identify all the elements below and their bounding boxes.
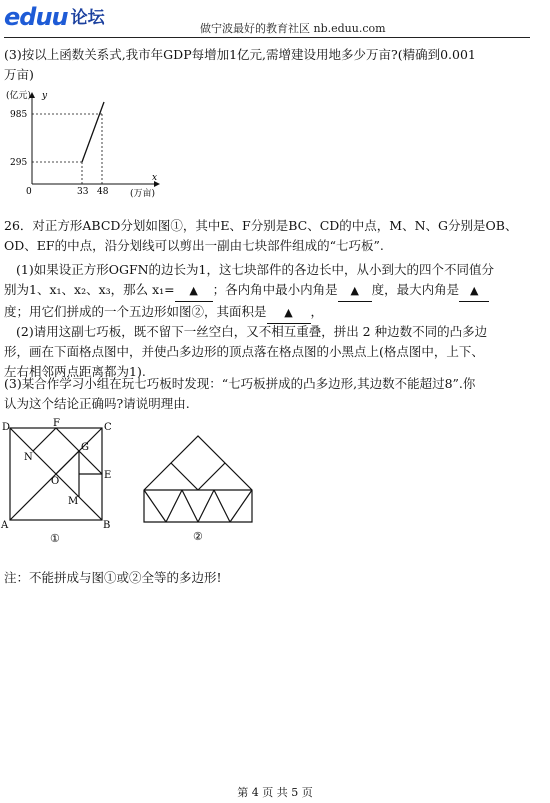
site-logo [4, 4, 105, 30]
label-G: G [81, 442, 89, 453]
q26-part1 [4, 260, 524, 324]
label-N: N [24, 452, 33, 463]
roof-inner-right [198, 463, 225, 490]
base-slant-2 [166, 490, 182, 522]
label-B: B [103, 520, 111, 531]
q26-p2-line-2: 形，画在下面格点图中，并使凸多边形的顶点落在格点图的小黑点上(格点图中，上下、 [4, 344, 484, 359]
y-tick-985: 985 [10, 110, 28, 120]
header-tagline: 做宁波最好的教育社区 nb.eduu.com [200, 22, 386, 35]
q26-intro-line-1: 26．对正方形ABCD分划如图①，其中E、F分别是BC、CD的中点，M、N、G分别是OB、 [4, 218, 518, 233]
x-unit-label: (万亩) [130, 189, 156, 199]
base-slant-5 [214, 490, 230, 522]
x-axis-label: x [152, 173, 158, 183]
segment-go [56, 451, 79, 474]
blank-max-angle: ▲ [459, 281, 489, 302]
segment-nf [33, 428, 56, 451]
q26-intro-line-2: OD、EF的中点，沿分划线可以剪出一副由七块部件组成的“七巧板”. [4, 238, 384, 253]
page-footer: 第 4 页 共 5 页 [237, 786, 313, 799]
q3-line-2: 万亩) [4, 67, 34, 82]
label-O: O [51, 476, 60, 487]
roof-inner-left [171, 463, 198, 490]
label-A: A [1, 520, 9, 531]
q26-p3-line-2: 认为这个结论正确吗?请说明理由. [4, 396, 190, 411]
label-M: M [68, 496, 79, 507]
label-E: E [104, 470, 112, 481]
label-D: D [2, 422, 11, 433]
y-axis-label: y [42, 91, 48, 101]
header-rule [4, 37, 530, 38]
pentagon-outline [144, 436, 252, 522]
half-diagonal-db [10, 428, 79, 497]
q26-p2-line-3: 左右相邻两点距离都为1). [4, 364, 146, 379]
q26-p3-line-1: (3)某合作学习小组在玩七巧板时发现：“七巧板拼成的凸多边形,其边数不能超过8”.你 [4, 376, 476, 391]
figure-2-tangram-pentagon [138, 432, 262, 544]
figure-2-caption: ② [193, 530, 203, 543]
q3-line-1: (3)按以上函数关系式,我市年GDP每增加1亿元,需增建设用地多少万亩?(精确到0.001 [4, 47, 476, 62]
q26-p1-line-2: 别为1、x₁、x₂、x₃，那么 x₁= ▲ ；各内角中最小内角是 ▲ 度，最大内角是 ▲ [4, 280, 524, 302]
base-slant-4 [198, 490, 214, 522]
y-unit-label: (亿元) [6, 91, 32, 101]
label-F: F [53, 418, 60, 429]
blank-area: ▲ [267, 303, 311, 324]
gdp-land-graph [4, 88, 164, 200]
base-slant-3 [182, 490, 198, 522]
q26-part2 [4, 322, 524, 382]
y-tick-295: 295 [10, 158, 28, 168]
segment-mb [79, 497, 102, 520]
function-segment [82, 102, 104, 162]
q26-intro [4, 216, 524, 256]
q26-p1-line-1: (1)如果设正方形OGFN的边长为1，这七块部件的各边长中，从小到大的四个不同值分 [16, 262, 495, 277]
base-slant-1 [144, 490, 166, 522]
figure-1-tangram-square [0, 418, 130, 548]
base-slant-6 [230, 490, 252, 522]
blank-x1: ▲ [175, 281, 213, 302]
x-tick-33: 33 [77, 187, 89, 197]
x-tick-48: 48 [97, 187, 109, 197]
blank-min-angle: ▲ [338, 281, 372, 302]
q26-p1-line-3: 度；用它们拼成的一个五边形如图②，其面积是 ▲ ， [4, 302, 524, 324]
q26-part3 [4, 374, 524, 414]
origin-label: 0 [26, 187, 32, 197]
logo-cn-text: 论坛 [70, 8, 105, 28]
label-C: C [104, 422, 112, 433]
q3-text [4, 45, 524, 85]
figure-1-caption: ① [50, 532, 60, 545]
note-text: 注：不能拼成与图①或②全等的多边形! [4, 570, 222, 585]
logo-wordmark: eduu [4, 3, 68, 31]
q26-p2-line-1: (2)请用这副七巧板，既不留下一丝空白，又不相互重叠，拼出 2 种边数不同的凸多边 [16, 324, 488, 339]
